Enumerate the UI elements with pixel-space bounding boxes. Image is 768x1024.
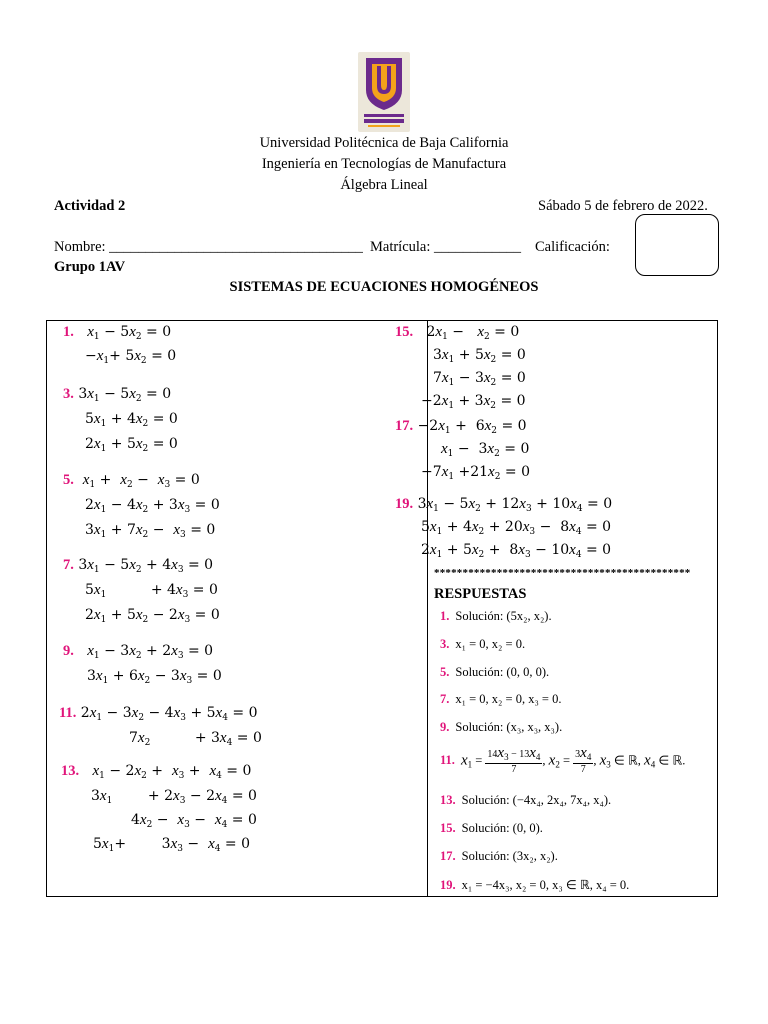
grade-label: Calificación: [535,239,610,255]
problem-13-eq3: $4x_2 - x_3 - x_4 = 0$ [131,812,257,830]
answer-9: 9. Solución: (x₃, x₃, x₃). [440,720,563,734]
answer-5: 5. Solución: (0, 0, 0). [440,665,550,679]
problem-3-eq2: $5x_1 + 4x_2 = 0$ [85,411,178,429]
problem-15: 15. $2x_1 - x_2 = 0$ [395,324,520,342]
fraction: $\frac{14x_3 - 13x_4}{7}$ [487,745,541,775]
problem-17-eq2: $x_1 - 3x_2 = 0$ [441,441,530,459]
problem-9-eq2: $3x_1 + 6x_2 - 3x_3 = 0$ [87,668,222,686]
answer-11: 11. $x_1$ = $\frac{14x_3 - 13x_4}{7}$ , $x_2$ = $\frac{3x_4}{7}$ , $x_3$ ∈ ℝ, $x_4$ ∈ ℝ. [440,745,686,775]
answers-title: RESPUESTAS [434,586,527,602]
answer-1: 1. Solución: (5x₂, x₂). [440,609,552,623]
problem-11-eq2: $7x_2$ + $3x_4 = 0$ [129,730,262,748]
exercise-table [46,320,718,897]
university-logo [358,52,410,132]
activity-label: Actividad 2 [54,198,126,214]
date-label: Sábado 5 de febrero de 2022. [538,198,708,214]
answer-19: 19. x₁ = −4x₃, x₂ = 0, x₃ ∈ ℝ, x₄ = 0. [440,878,630,892]
answer-13: 13. Solución: (−4x₄, 2x₄, 7x₄, x₄). [440,793,612,807]
problem-13-eq4: $5x_1+$ $3x_3 - x_4 = 0$ [93,836,251,854]
problem-17-eq3: $-7x_1 +21x_2 = 0$ [421,464,530,482]
problem-5-eq3: $3x_1 + 7x_2 - x_3 = 0$ [85,522,216,540]
answer-17: 17. Solución: (3x₂, x₂). [440,849,558,863]
grade-box [635,214,719,276]
answer-3: 3. x₁ = 0, x₂ = 0. [440,637,526,651]
problem-7-eq3: $2x_1 + 5x_2 - 2x_3 = 0$ [85,607,220,625]
problem-7: 7. $3x_1 - 5x_2 + 4x_3 = 0$ [63,557,214,575]
university-name: Universidad Politécnica de Baja California [259,135,509,151]
problem-19: 19. $3x_1 - 5x_2 + 12x_3 + 10x_4 = 0$ [395,496,613,514]
problem-1: 1. $x_1 - 5x_2 = 0$ [63,324,172,342]
separator-stars: ********************************************* [434,567,691,579]
problem-13: 13. $x_1 - 2x_2 + x_3 + x_4 = 0$ [61,763,252,781]
problem-1-eq2: $-x_1+ 5x_2 = 0$ [85,348,177,366]
fraction: $\frac{3x_4}{7}$ [575,745,592,775]
problem-9: 9. $x_1 - 3x_2 + 2x_3 = 0$ [63,643,214,661]
problem-7-eq2: $5x_1$ + $4x_3 = 0$ [85,582,218,600]
problem-15-eq2: $3x_1 + 5x_2 = 0$ [433,347,526,365]
answer-15: 15. Solución: (0, 0). [440,821,543,835]
name-field: Nombre: ___________________________________ [54,239,363,255]
problem-19-eq2: $5x_1 + 4x_2 + 20x_3 - 8x_4 = 0$ [421,519,612,537]
problem-15-eq3: $7x_1 - 3x_2 = 0$ [433,370,526,388]
problem-3-eq3: $2x_1 + 5x_2 = 0$ [85,436,178,454]
matricula-field: Matrícula: ____________ [370,239,522,255]
program-name: Ingeniería en Tecnologías de Manufactura [261,156,507,172]
group-label: Grupo 1AV [54,259,126,275]
problem-15-eq4: $-2x_1 + 3x_2 = 0$ [421,393,526,411]
document-title: SISTEMAS DE ECUACIONES HOMOGÉNEOS [229,279,539,295]
problem-3: 3. $3x_1 - 5x_2 = 0$ [63,386,172,404]
problem-5-eq2: $2x_1 - 4x_2 + 3x_3 = 0$ [85,497,220,515]
problem-5: 5. $x_1 + x_2 - x_3 = 0$ [63,472,200,490]
problem-19-eq3: $2x_1 + 5x_2 + 8x_3 - 10x_4 = 0$ [421,542,612,560]
problem-11: 11. $2x_1 - 3x_2 - 4x_3 + 5x_4 = 0$ [59,705,258,723]
answer-7: 7. x₁ = 0, x₂ = 0, x₃ = 0. [440,692,562,706]
problem-13-eq2: $3x_1$ + $2x_3 - 2x_4 = 0$ [91,788,257,806]
problem-17: 17. $-2x_1 + 6x_2 = 0$ [395,418,527,436]
course-name: Álgebra Lineal [340,177,428,193]
